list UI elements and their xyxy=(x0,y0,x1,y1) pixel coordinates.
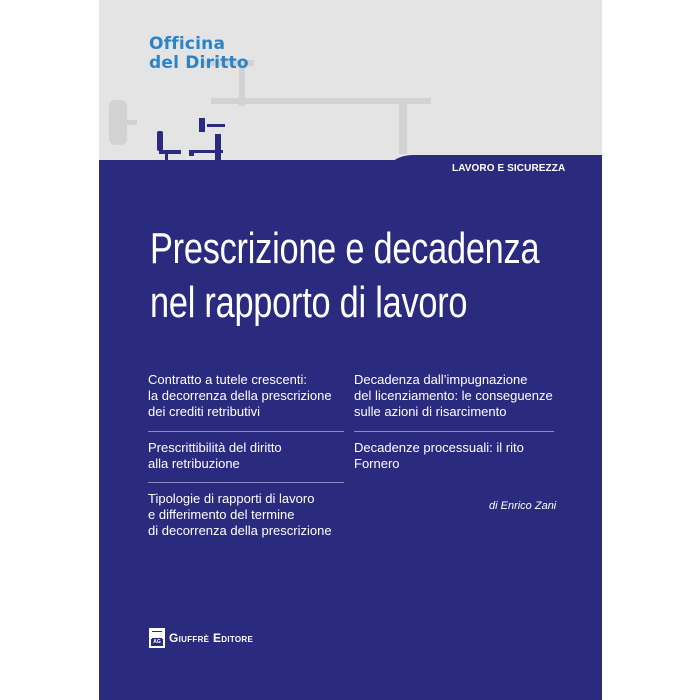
topic-line: Tipologie di rapporti di lavoro xyxy=(148,491,315,506)
topic-divider xyxy=(354,431,554,432)
topic-line: Fornero xyxy=(354,456,400,471)
publisher-logo-icon xyxy=(149,628,165,648)
topic-right-1 xyxy=(354,372,553,420)
publisher-name: Giuffrè Editore xyxy=(169,631,254,645)
book-title xyxy=(150,222,539,330)
topic-line: dei crediti retributivi xyxy=(148,404,260,419)
brand-line-2: del Diritto xyxy=(149,53,249,73)
topic-left-1 xyxy=(148,372,332,420)
topic-right-2 xyxy=(354,440,524,472)
topic-left-2 xyxy=(148,440,282,472)
topic-line: del licenziamento: le conseguenze xyxy=(354,388,553,403)
title-line-2: nel rapporto di lavoro xyxy=(150,278,468,327)
book-cover xyxy=(99,0,602,700)
topic-line: alla retribuzione xyxy=(148,456,240,471)
brand-line-1: Officina xyxy=(149,34,226,54)
topic-line: e differimento del termine xyxy=(148,507,295,522)
topic-left-3 xyxy=(148,491,332,539)
topic-divider xyxy=(148,431,344,432)
author-credit: di Enrico Zani xyxy=(489,500,557,512)
publisher-mark xyxy=(149,628,253,648)
series-label: LAVORO E SICUREZZA xyxy=(452,163,566,174)
publisher-logo-text: AG xyxy=(151,639,163,646)
title-line-1: Prescrizione e decadenza xyxy=(150,224,540,273)
topic-divider xyxy=(148,482,344,483)
topic-line: Decadenza dall’impugnazione xyxy=(354,372,528,387)
topic-line: la decorrenza della prescrizione xyxy=(148,388,332,403)
topic-line: di decorrenza della prescrizione xyxy=(148,523,332,538)
topic-line: Contratto a tutele crescenti: xyxy=(148,372,307,387)
topic-line: Decadenze processuali: il rito xyxy=(354,440,524,455)
topic-line: Prescrittibilità del diritto xyxy=(148,440,282,455)
topic-line: sulle azioni di risarcimento xyxy=(354,404,507,419)
brand-logo-text xyxy=(149,35,249,73)
